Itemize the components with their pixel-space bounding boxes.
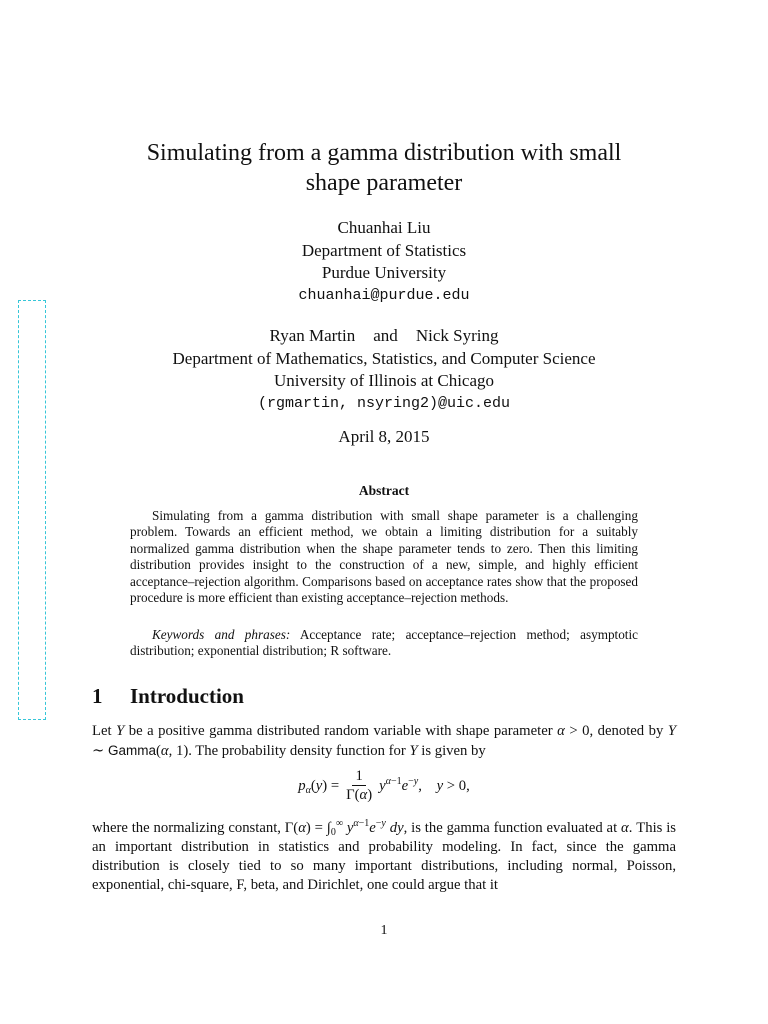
page-number: 1	[380, 923, 388, 938]
abstract-text: Simulating from a gamma distribution with small shape parameter is a challenging problem. Towards an efficient method, we obtain a limiting distribution for a suitably normalized gamma distribution when the shape parameter tends to zero. Then this limiting distribution provides insight to the construction of a new, simple, and highly efficient acceptance–rejection algorithm. Comparisons based on acceptance rates show that the proposed procedure is more efficient than existing acceptance–rejection methods.	[130, 508, 638, 606]
author-dept: Department of Mathematics, Statistics, and Computer Science	[172, 348, 596, 368]
density-equation: $p_\alpha(y)$ = $\frac{1}{\Gamma(\alpha)}$ $y^{\alpha-1}e^{-y}$, y > 0,	[298, 768, 470, 803]
abstract-heading: Abstract	[358, 483, 410, 498]
author-names: Ryan Martin and Nick Syring	[269, 326, 499, 345]
author-block-1	[0, 217, 768, 307]
author-name: Chuanhai Liu	[337, 218, 431, 237]
intro-paragraph-1: Let Y be a positive gamma distributed random variable with shape parameter α > 0, denoted by Y ∼ Gamma(α, 1). The probability density function for Y is given by	[92, 723, 676, 759]
author-univ: Purdue University	[321, 263, 447, 282]
author-email: chuanhai@purdue.edu	[298, 286, 470, 304]
paper-date: April 8, 2015	[338, 427, 430, 446]
paper-title: Simulating from a gamma distribution with small shape parameter	[146, 140, 622, 196]
keywords-text: Acceptance rate; acceptance–rejection method; asymptotic distribution; exponential distribution; R software.	[130, 627, 638, 659]
author-block-2	[0, 325, 768, 415]
keywords	[130, 627, 638, 660]
author-dept: Department of Statistics	[301, 240, 467, 260]
author-email: (rgmartin, nsyring2)@uic.edu	[257, 394, 511, 412]
section-heading: 1 Introduction	[92, 684, 244, 708]
author-univ: University of Illinois at Chicago	[273, 371, 495, 390]
keywords-label: Keywords and phrases:	[152, 627, 291, 642]
intro-paragraph-2: where the normalizing constant, $\Gamma(\alpha) = \int_0^\infty$ $y^{\alpha-1}e^{-y}$ dy, is the gamma function evaluated at α. This is an important distribution in statistics and probability modeling. In fact, since the gamma distribution is closely tied to so many important distributions, including normal, Poisson, exponential, chi-square, F, beta, and Dirichlet, one could argue that it	[92, 818, 677, 893]
